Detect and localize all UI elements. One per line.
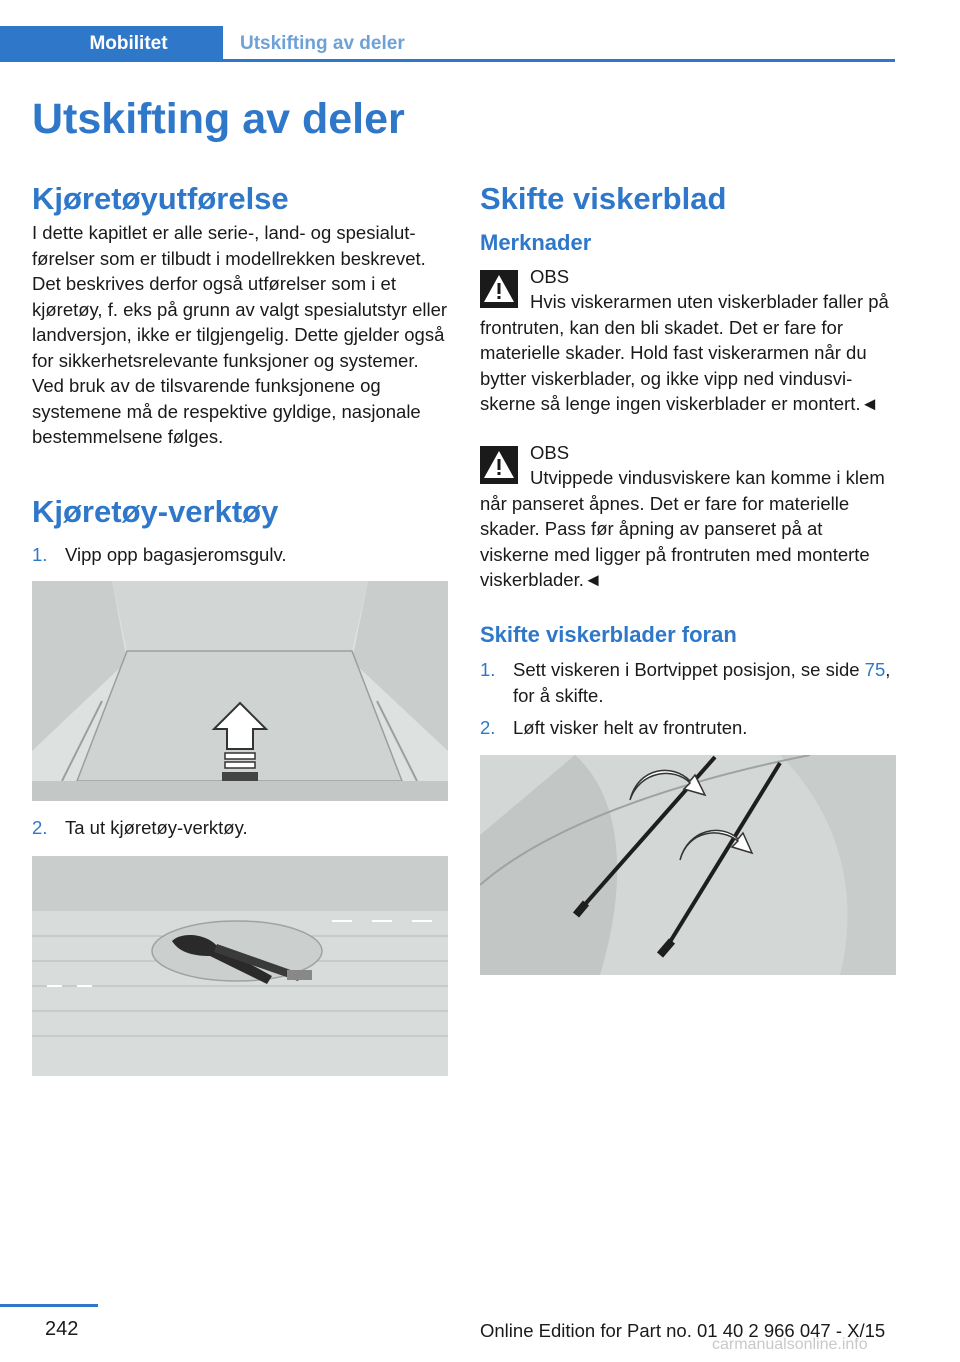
left-column bbox=[32, 180, 448, 1076]
step-number: 1. bbox=[32, 543, 48, 565]
list-item bbox=[480, 657, 896, 708]
page-link[interactable]: 75 bbox=[864, 659, 886, 681]
wiper-illustration bbox=[480, 755, 896, 975]
step-text: Sett viskeren i Bortvippet posisjon, se side 75, for å skifte. bbox=[513, 659, 891, 706]
section-title-vehicle-version: Kjøretøyutførelse bbox=[32, 181, 289, 216]
page-title: Utskifting av deler bbox=[32, 95, 405, 143]
warning-note bbox=[480, 264, 896, 290]
header-divider bbox=[223, 59, 895, 62]
watermark: carmanualsonline.info bbox=[712, 1336, 868, 1353]
warning-text: Utvippede vindusviskere kan komme i klem når panseret åpnes. Det er fare for materielle skader. Pass før åpning av panseret på at viskerne med ligger på frontruten med monterte viskerblader.◄ bbox=[480, 467, 885, 591]
warning-icon bbox=[480, 270, 518, 308]
trunk-floor-illustration bbox=[32, 581, 448, 801]
warning-icon bbox=[480, 446, 518, 484]
subsection-title-notes: Merknader bbox=[480, 230, 592, 256]
right-column bbox=[480, 180, 896, 975]
section-title-vehicle-tools: Kjøretøy-verktøy bbox=[32, 493, 279, 529]
step-number: 2. bbox=[480, 717, 496, 739]
footer-edition: Online Edition for Part no. 01 40 2 966 047 - X/15 bbox=[480, 1320, 886, 1341]
footer-divider bbox=[0, 1304, 98, 1307]
warning-label: OBS bbox=[530, 441, 570, 463]
warning-note bbox=[480, 440, 896, 466]
step-text: Løft visker helt av frontruten. bbox=[513, 717, 748, 739]
section-text-vehicle-version: I dette kapitlet er alle serie-, land- og spesialutførelser som er tilbudt i modellrekken beskrevet. Det beskrives derfor også utførelser som i et kjøretøy, f. eks på grunn av valgt spesialutstyr eller landversjon, ikke er tilgjengelig. Dette gjelder også for sikkerhetsrelevante funksjoner og systemer. Ved bruk av de tilsvarende funksjonene og systemene må de respektive gyldige, nasjonale bestemmelsene følges. bbox=[32, 222, 448, 448]
warning-text: Hvis viskerarmen uten viskerblader faller på frontruten, kan den bli skadet. Det er fare for materielle skader. Hold fast viskerarmen når du bytter viskerblader, og ikke vipp ned vindusviskerne så lenge ingen viskerblader er montert.◄ bbox=[480, 291, 889, 415]
subsection-title-front-wipers: Skifte viskerblader foran bbox=[480, 621, 737, 647]
tab-mobilitet[interactable]: Mobilitet bbox=[0, 26, 223, 62]
step-text: Ta ut kjøretøy-verktøy. bbox=[65, 817, 248, 839]
list-item bbox=[480, 715, 896, 741]
warning-label: OBS bbox=[530, 265, 570, 287]
tool-kit-illustration bbox=[32, 856, 448, 1076]
page-number: 242 bbox=[45, 1318, 79, 1340]
step-text: Vipp opp bagasjeromsgulv. bbox=[65, 543, 287, 565]
header-tabbar bbox=[0, 26, 895, 62]
tab-utskifting-av-deler[interactable]: Utskifting av deler bbox=[240, 33, 405, 54]
section-title-wiper-blades: Skifte viskerblad bbox=[480, 181, 727, 216]
step-number: 1. bbox=[480, 659, 496, 681]
list-item bbox=[32, 815, 448, 841]
step-number: 2. bbox=[32, 817, 48, 839]
list-item bbox=[32, 542, 448, 568]
